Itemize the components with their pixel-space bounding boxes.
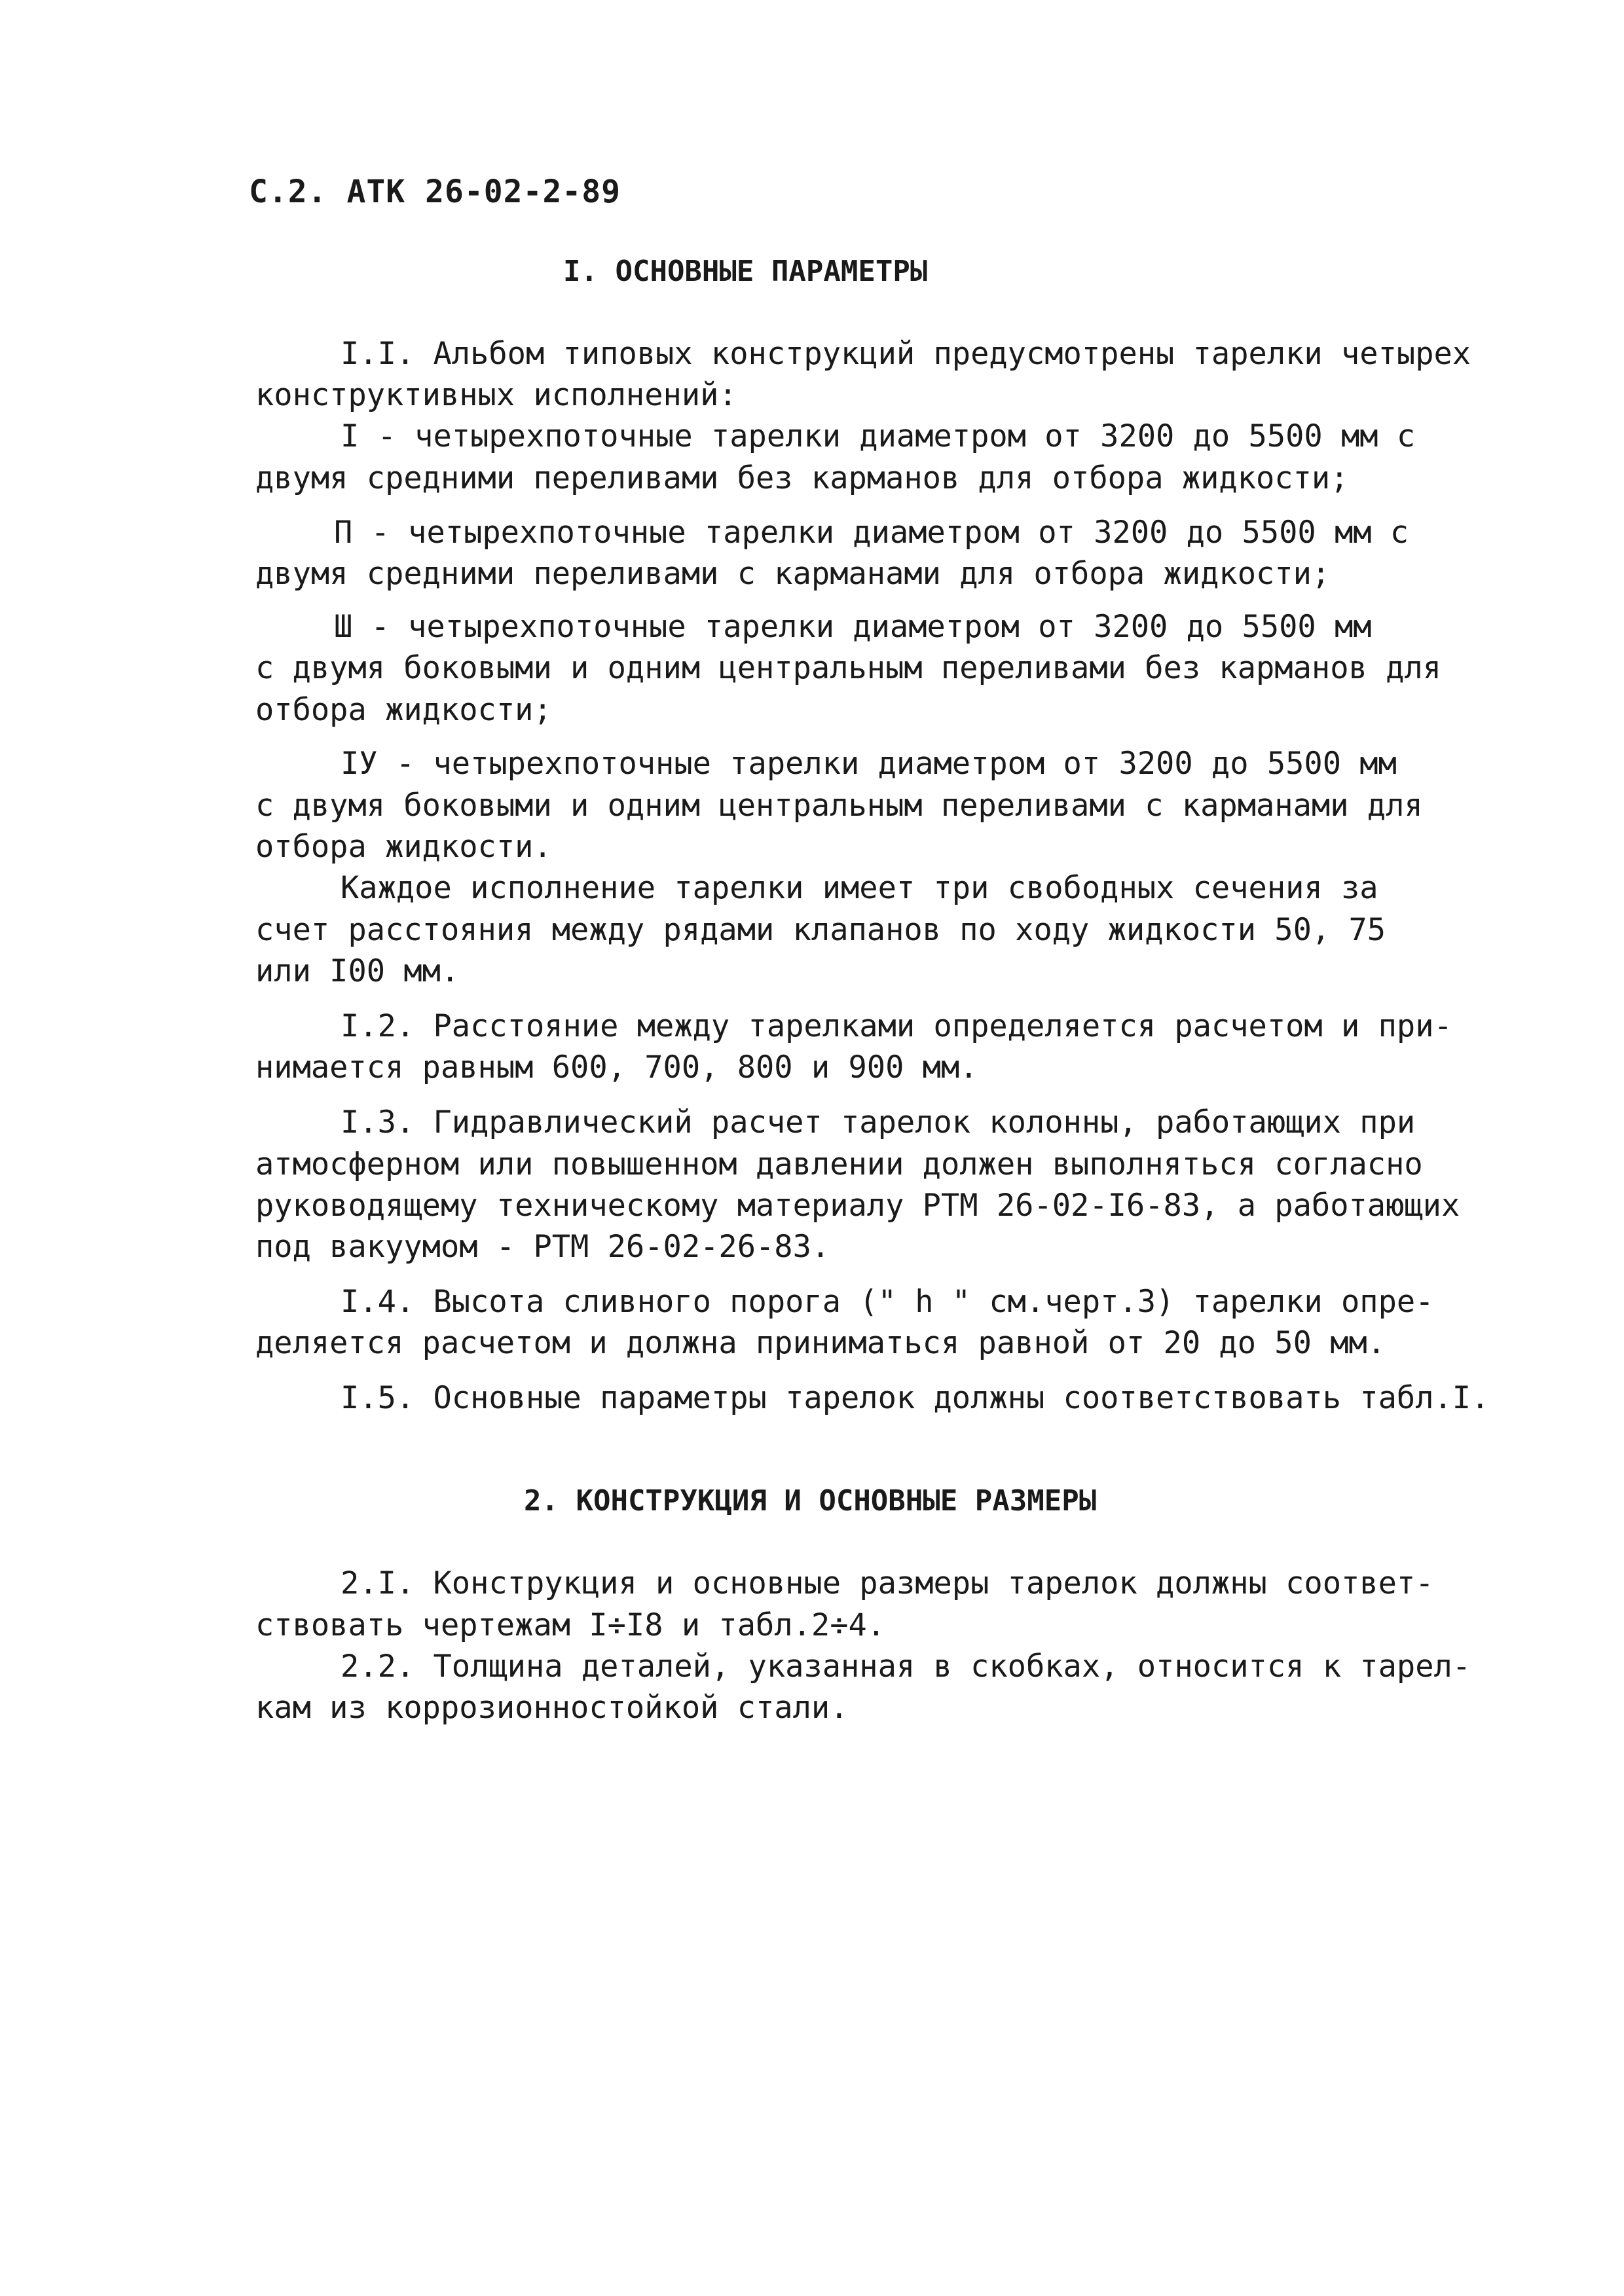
paragraph-line: 2.I. Конструкция и основные размеры тарелок должны соответ-: [341, 1565, 1434, 1601]
paragraph-line: атмосферном или повышенном давлении должен выполняться согласно: [255, 1146, 1423, 1182]
paragraph-line: конструктивных исполнений:: [255, 377, 737, 413]
paragraph-line: I - четырехпоточные тарелки диаметром от 3200 до 5500 мм с: [341, 418, 1416, 454]
paragraph-line: счет расстояния между рядами клапанов по ходу жидкости 50, 75: [255, 912, 1386, 948]
paragraph-line: Ш - четырехпоточные тарелки диаметром от 3200 до 5500 мм: [334, 609, 1372, 645]
paragraph-line: ствовать чертежам I÷I8 и табл.2÷4.: [255, 1607, 886, 1643]
paragraph-line: П - четырехпоточные тарелки диаметром от 3200 до 5500 мм с: [334, 515, 1409, 551]
paragraph-line: или I00 мм.: [255, 953, 460, 989]
paragraph-line: отбора жидкости;: [255, 692, 552, 728]
document-header: С.2. АТК 26-02-2-89: [249, 173, 621, 210]
paragraph-line: с двумя боковыми и одним центральным переливами без карманов для: [255, 650, 1441, 686]
paragraph-line: под вакуумом - РТМ 26-02-26-83.: [255, 1229, 830, 1265]
paragraph-line: IУ - четырехпоточные тарелки диаметром от 3200 до 5500 мм: [341, 746, 1397, 782]
paragraph-line: I.I. Альбом типовых конструкций предусмотрены тарелки четырех: [341, 336, 1471, 372]
section-2-title: 2. КОНСТРУКЦИЯ И ОСНОВНЫЕ РАЗМЕРЫ: [524, 1484, 1097, 1518]
paragraph-line: 2.2. Толщина деталей, указанная в скобках, относится к тарел-: [341, 1649, 1471, 1685]
paragraph-line: руководящему техническому материалу РТМ 26-02-I6-83, а работающих: [255, 1188, 1460, 1224]
paragraph-line: двумя средними переливами без карманов для отбора жидкости;: [255, 460, 1349, 496]
paragraph-line: I.4. Высота сливного порога (" h " см.черт.3) тарелки опре-: [341, 1284, 1434, 1320]
paragraph-line: нимается равным 600, 700, 800 и 900 мм.: [255, 1049, 978, 1085]
paragraph-line: I.2. Расстояние между тарелками определяется расчетом и при-: [341, 1008, 1452, 1044]
paragraph-line: деляется расчетом и должна приниматься равной от 20 до 50 мм.: [255, 1325, 1386, 1361]
paragraph-line: I.3. Гидравлический расчет тарелок колонны, работающих при: [341, 1104, 1416, 1140]
paragraph-line: I.5. Основные параметры тарелок должны соответствовать табл.I.: [341, 1380, 1490, 1416]
paragraph-line: кам из коррозионностойкой стали.: [255, 1690, 849, 1726]
paragraph-line: Каждое исполнение тарелки имеет три свободных сечения за: [341, 870, 1378, 906]
paragraph-line: двумя средними переливами с карманами для отбора жидкости;: [255, 556, 1331, 592]
section-1-title: I. ОСНОВНЫЕ ПАРАМЕТРЫ: [563, 255, 928, 288]
paragraph-line: с двумя боковыми и одним центральным переливами с карманами для: [255, 788, 1423, 824]
paragraph-line: отбора жидкости.: [255, 829, 552, 865]
